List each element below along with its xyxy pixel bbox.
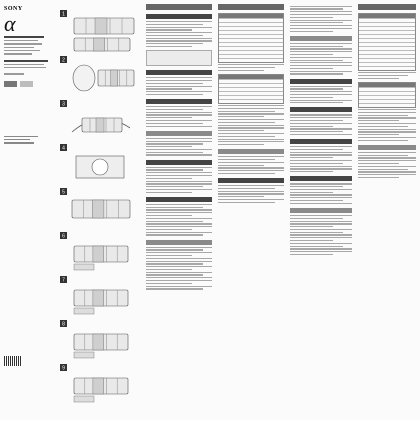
figure-label: 8 xyxy=(62,321,65,328)
lens-detail-5-zoom-ring xyxy=(93,246,104,262)
lens-diagram-top-zoom-ring xyxy=(95,18,107,34)
illustration-column xyxy=(60,4,140,416)
figure-label: 2 xyxy=(62,57,65,64)
lens-hood-front xyxy=(73,65,95,91)
figure-label: 9 xyxy=(62,365,65,372)
text-column-ja-1 xyxy=(146,4,212,416)
spec-table-ja xyxy=(218,13,284,63)
lens-detail-7-zoom-ring xyxy=(93,334,104,350)
cover-title-lines xyxy=(4,36,54,75)
support-url-block xyxy=(4,134,38,144)
text-column-ja-2 xyxy=(218,4,284,416)
switch-detail-8 xyxy=(74,396,94,402)
cover-badges xyxy=(4,81,54,87)
figure-label: 4 xyxy=(62,145,65,152)
spec-table-en xyxy=(358,13,416,71)
lens-detail-6-zoom-ring xyxy=(93,290,104,306)
spec-table-en-2 xyxy=(358,82,416,108)
switch-detail-6 xyxy=(74,308,94,314)
mount-badge xyxy=(4,81,17,87)
figure-label: 1 xyxy=(62,11,65,18)
alpha-logo: α xyxy=(4,11,16,36)
figure-label: 3 xyxy=(62,101,65,108)
figure-label: 7 xyxy=(62,277,65,284)
lens-detail-8-zoom-ring xyxy=(93,378,104,394)
brand-logo: SONY xyxy=(4,6,23,12)
lens-mounted-zoom-ring xyxy=(111,70,118,86)
cover-panel xyxy=(4,6,54,414)
lens-detach-zoom-ring xyxy=(92,200,104,218)
mount-ring xyxy=(92,159,108,175)
barcode xyxy=(4,356,22,366)
switch-detail-5 xyxy=(74,264,94,270)
lens-with-hood-zoom-ring xyxy=(96,118,104,132)
spec-table-ja-2 xyxy=(218,74,284,104)
lens-diagram-side-zoom-ring xyxy=(94,38,105,51)
figure-label: 6 xyxy=(62,233,65,240)
figure-label: 5 xyxy=(62,189,65,196)
switch-detail-7 xyxy=(74,352,94,358)
series-badge xyxy=(20,81,33,87)
text-column-en-2 xyxy=(358,4,416,416)
text-column-en-1 xyxy=(290,4,352,416)
lens-illustrations xyxy=(60,4,140,416)
